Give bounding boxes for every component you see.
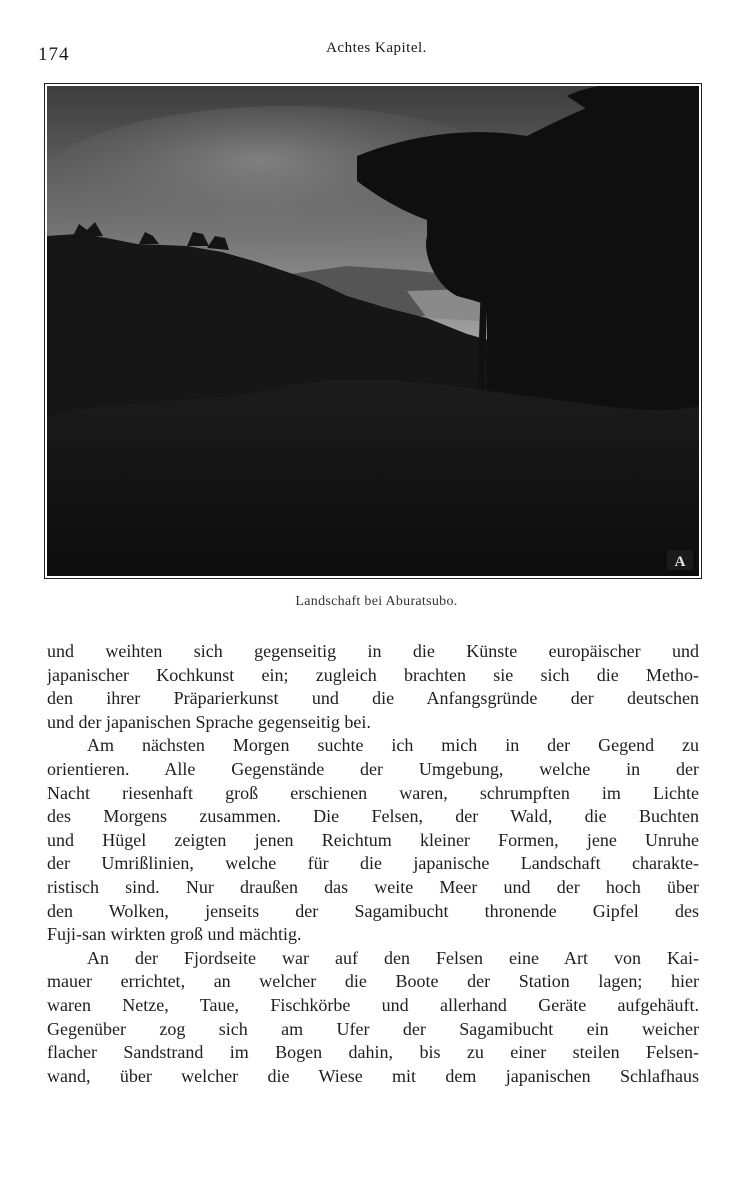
running-head: Achtes Kapitel. — [326, 40, 427, 56]
text-line: flacher Sandstrand im Bogen dahin, bis zu einer steilen Felsen- — [47, 1042, 699, 1063]
text-line: und der japanischen Sprache gegenseitig bei. — [47, 711, 371, 732]
text-line: Fuji-san wirkten groß und mächtig. — [47, 924, 302, 945]
page-number: 174 — [38, 44, 70, 65]
text-line: waren Netze, Taue, Fischkörbe und allerhand Geräte aufgehäuft. — [47, 994, 699, 1015]
text-line: und Hügel zeigten jenen Reichtum kleiner Formen, jene Unruhe — [47, 829, 699, 850]
landscape-photograph — [44, 83, 702, 579]
landscape-photo-svg — [47, 86, 699, 576]
body-text — [47, 640, 699, 1088]
text-line: Nacht riesenhaft groß erschienen waren, schrumpften im Lichte — [47, 782, 699, 803]
figure-caption: Landschaft bei Aburatsubo. — [295, 594, 458, 609]
svg-text:A: A — [674, 554, 686, 570]
photographer-monogram — [667, 550, 693, 570]
text-line: und weihten sich gegenseitig in die Künste europäischer und — [47, 641, 699, 661]
paragraph-start-line: An der Fjordseite war auf den Felsen eine Art von Kai- — [87, 947, 699, 968]
text-line: der Umrißlinien, welche für die japanische Landschaft charakte- — [47, 853, 699, 874]
text-line: des Morgens zusammen. Die Felsen, der Wald, die Buchten — [47, 806, 699, 827]
foreground-forest — [47, 380, 699, 576]
text-line: ristisch sind. Nur draußen das weite Meer und der hoch über — [47, 876, 699, 897]
text-line: mauer errichtet, an welcher die Boote der Station lagen; hier — [47, 971, 699, 992]
text-line: den ihrer Präparierkunst und die Anfangsgründe der deutschen — [47, 688, 699, 709]
text-line: Gegenüber zog sich am Ufer der Sagamibucht ein weicher — [47, 1018, 699, 1039]
text-line: japanischer Kochkunst ein; zugleich brachten sie sich die Metho- — [47, 664, 699, 685]
paragraph-start-line: Am nächsten Morgen suchte ich mich in der Gegend zu — [87, 735, 699, 756]
text-line: wand, über welcher die Wiese mit dem japanischen Schlafhaus — [47, 1065, 699, 1086]
text-line: den Wolken, jenseits der Sagamibucht thronende Gipfel des — [47, 900, 699, 921]
text-line: orientieren. Alle Gegenstände der Umgebung, welche in der — [47, 758, 699, 779]
